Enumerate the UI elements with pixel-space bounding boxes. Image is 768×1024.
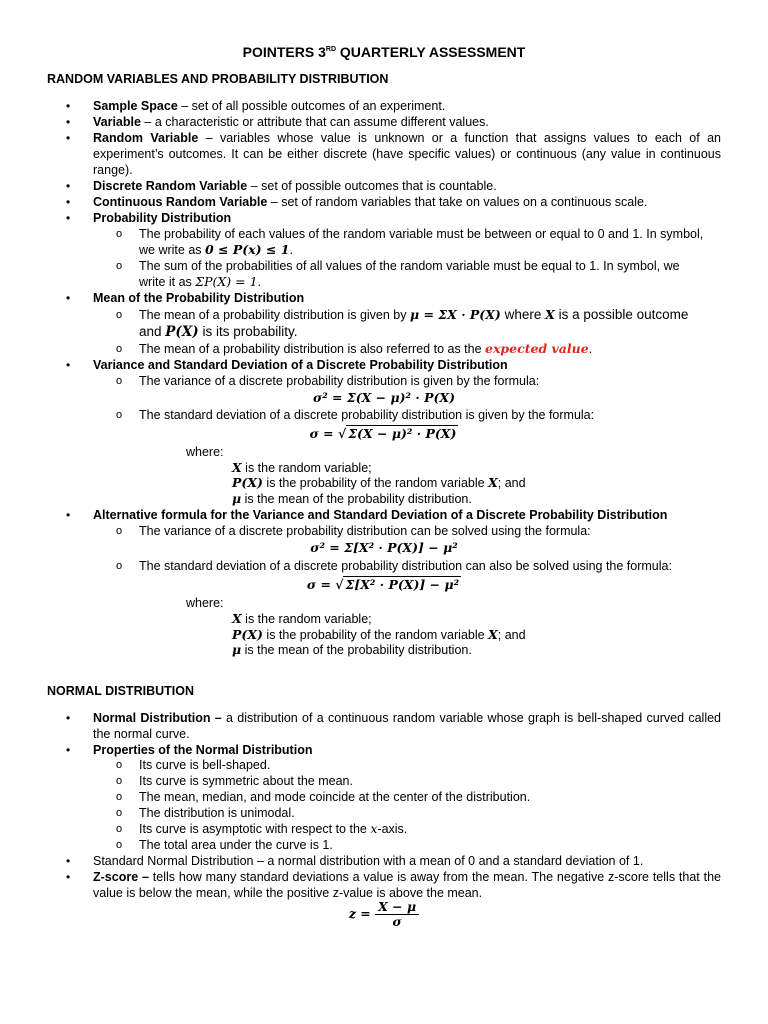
where-definition: X is the random variable; xyxy=(232,460,372,475)
list-item: Discrete Random Variable – set of possible outcomes that is countable. xyxy=(93,179,497,193)
sub-bullet-icon: o xyxy=(116,525,123,537)
list-item: Alternative formula for the Variance and Standard Deviation of a Discrete Probability Distribution xyxy=(93,508,668,522)
sub-bullet-icon: o xyxy=(116,409,123,421)
sub-list-item-continued: we write as 0 ≤ P(x) ≤ 1. xyxy=(139,242,293,257)
where-definition: μ is the mean of the probability distribution. xyxy=(232,491,472,506)
sub-bullet-icon: o xyxy=(116,228,123,240)
where-label: where: xyxy=(186,596,224,610)
sub-bullet-icon: o xyxy=(116,309,123,321)
bullet-icon: • xyxy=(66,711,71,725)
bullet-icon: • xyxy=(66,870,71,884)
property-item: Its curve is symmetric about the mean. xyxy=(139,774,353,788)
bullet-icon: • xyxy=(66,131,71,145)
sub-bullet-icon: o xyxy=(116,375,123,387)
bullet-icon: • xyxy=(66,179,71,193)
property-item: The distribution is unimodal. xyxy=(139,806,295,820)
where-definition: μ is the mean of the probability distribution. xyxy=(232,642,472,657)
sub-bullet-icon: o xyxy=(116,560,123,572)
list-item: Probability Distribution xyxy=(93,211,232,225)
property-item: The total area under the curve is 1. xyxy=(139,838,333,852)
property-item: Its curve is asymptotic with respect to the x-axis. xyxy=(139,821,408,836)
sub-list-item: The mean of a probability distribution is also referred to as the expected value. xyxy=(139,341,593,356)
bullet-icon: • xyxy=(66,358,71,372)
list-item: Variance and Standard Deviation of a Discrete Probability Distribution xyxy=(93,358,508,372)
where-definition: P(X) is the probability of the random variable X; and xyxy=(232,627,526,642)
sub-list-item: The standard deviation of a discrete probability distribution can also be solved using the formula: xyxy=(139,559,672,573)
standard-deviation-formula: σ = √ Σ(X − μ)² · P(X) xyxy=(309,426,457,441)
list-item: Mean of the Probability Distribution xyxy=(93,291,305,305)
where-label: where: xyxy=(186,445,224,459)
property-item: The mean, median, and mode coincide at the center of the distribution. xyxy=(139,790,531,804)
bullet-icon: • xyxy=(66,211,71,225)
sub-bullet-icon: o xyxy=(116,343,123,355)
sub-list-item-continued: write it as ΣP(X) = 1. xyxy=(139,274,262,289)
sub-list-item: The variance of a discrete probability distribution can be solved using the formula: xyxy=(139,524,591,538)
where-definition: P(X) is the probability of the random variable X; and xyxy=(232,475,526,490)
sub-bullet-icon: o xyxy=(116,823,123,835)
sub-list-item: The standard deviation of a discrete probability distribution is given by the formula: xyxy=(139,408,595,422)
section-heading-random-variables: RANDOM VARIABLES AND PROBABILITY DISTRIBUTION xyxy=(47,72,389,86)
list-item: Z-score – tells how many standard deviations a value is away from the mean. The negative z-score tells that the value is below the mean, while the positive z-value is above the mean. xyxy=(93,870,721,900)
where-definition: X is the random variable; xyxy=(232,611,372,626)
list-item: Standard Normal Distribution – a normal distribution with a mean of 0 and a standard deviation of 1. xyxy=(93,854,644,868)
bullet-icon: • xyxy=(66,99,71,113)
sub-bullet-icon: o xyxy=(116,775,123,787)
section-heading-normal-distribution: NORMAL DISTRIBUTION xyxy=(47,684,194,698)
sub-bullet-icon: o xyxy=(116,759,123,771)
bullet-icon: • xyxy=(66,508,71,522)
bullet-icon: • xyxy=(66,743,71,757)
bullet-icon: • xyxy=(66,115,71,129)
alternative-variance-formula: σ² = Σ[X² · P(X)] − μ² xyxy=(310,540,458,555)
list-item: Sample Space – set of all possible outcomes of an experiment. xyxy=(93,99,446,113)
sub-list-item: The sum of the probabilities of all values of the random variable must be equal to 1. In symbol, we xyxy=(139,259,680,273)
sub-list-item: The mean of a probability distribution is given by μ = ΣX · P(X) where X is a possible outcome xyxy=(139,307,689,322)
sub-list-item-continued: and P(X) is its probability. xyxy=(139,324,298,340)
list-item: Variable – a characteristic or attribute that can assume different values. xyxy=(93,115,489,129)
list-item: Random Variable – variables whose value is unknown or a function that assigns values to each of an experiment’s outcomes. It can be either discrete (have specific values) or continuous (any value in continuous range). xyxy=(93,131,721,177)
bullet-icon: • xyxy=(66,195,71,209)
sub-bullet-icon: o xyxy=(116,260,123,272)
bullet-icon: • xyxy=(66,854,71,868)
list-item: Properties of the Normal Distribution xyxy=(93,743,313,757)
alternative-standard-deviation-formula: σ = √ Σ[X² · P(X)] − μ² xyxy=(306,577,460,592)
variance-formula: σ² = Σ(X − μ)² · P(X) xyxy=(312,390,456,405)
sub-bullet-icon: o xyxy=(116,807,123,819)
sub-bullet-icon: o xyxy=(116,791,123,803)
sub-bullet-icon: o xyxy=(116,839,123,851)
z-score-formula: z = $\frac{X - \mu}{\sigma}$ xyxy=(0,900,768,929)
bullet-icon: • xyxy=(66,291,71,305)
property-item: Its curve is bell-shaped. xyxy=(139,758,271,772)
page-title: POINTERS 3RD QUARTERLY ASSESSMENT xyxy=(242,44,526,60)
list-item: Normal Distribution – a distribution of a continuous random variable whose graph is bell-shaped curved called the normal curve. xyxy=(93,711,721,741)
list-item: Continuous Random Variable – set of random variables that take on values on a continuous scale. xyxy=(93,195,648,209)
sub-list-item: The variance of a discrete probability distribution is given by the formula: xyxy=(139,374,540,388)
sub-list-item: The probability of each values of the random variable must be between or equal to 0 and 1. In symbol, xyxy=(139,227,704,241)
